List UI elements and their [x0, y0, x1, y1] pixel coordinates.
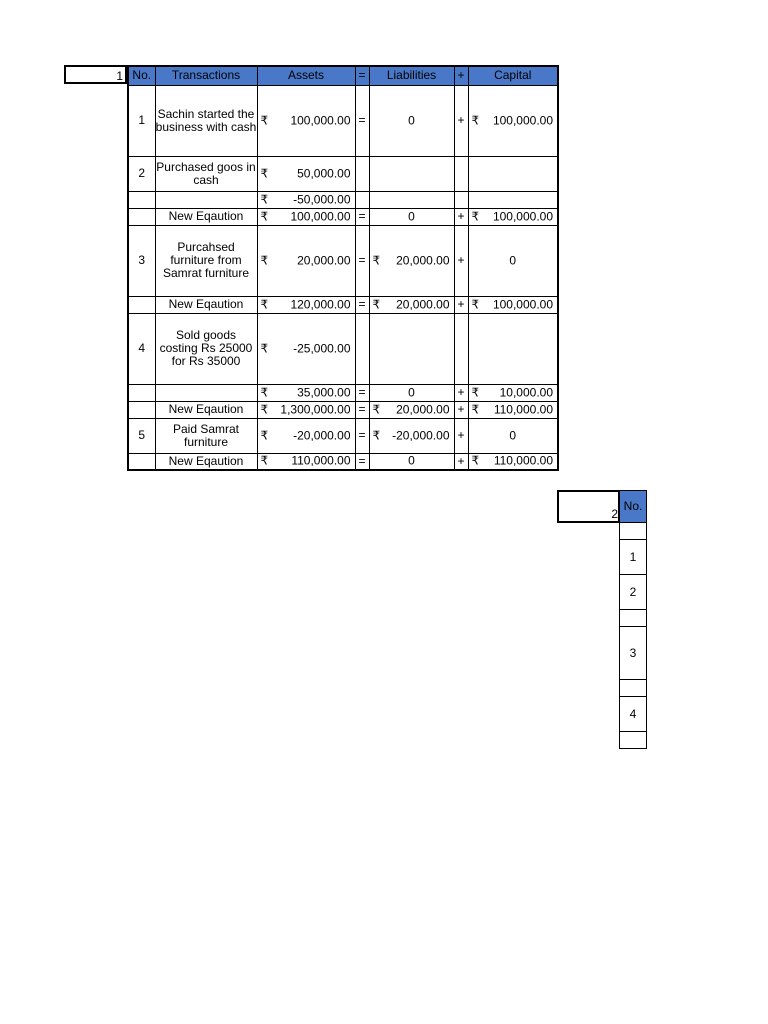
- assets-value: 110,000.00: [291, 453, 351, 468]
- cell-capital[interactable]: [468, 384, 558, 401]
- header-liabilities[interactable]: Liabilities: [369, 66, 454, 85]
- cell-plus[interactable]: [454, 313, 468, 384]
- table-row: [128, 401, 558, 418]
- cell-capital[interactable]: [468, 208, 558, 225]
- table-row: [128, 208, 558, 225]
- cell-liabilities[interactable]: [369, 313, 454, 384]
- cell-equals[interactable]: =: [355, 296, 369, 313]
- rupee-symbol: ₹: [471, 385, 480, 399]
- header-assets[interactable]: Assets: [257, 66, 355, 85]
- t2-row: [620, 575, 647, 610]
- cell-capital[interactable]: [468, 418, 558, 453]
- table-row: [128, 191, 558, 208]
- cell-equals[interactable]: [355, 191, 369, 208]
- table-row: [128, 156, 558, 191]
- table-row: [128, 453, 558, 470]
- cell-liabilities[interactable]: [369, 296, 454, 313]
- cell-liabilities[interactable]: [369, 208, 454, 225]
- cell-assets[interactable]: [257, 191, 355, 208]
- rupee-symbol: ₹: [372, 428, 381, 442]
- t2-row: [620, 523, 647, 540]
- rupee-symbol: ₹: [471, 209, 480, 223]
- cell-assets[interactable]: [257, 85, 355, 156]
- cell-no[interactable]: [128, 191, 155, 208]
- header-no[interactable]: No.: [128, 66, 155, 85]
- selected-cell-value: 1: [116, 69, 123, 83]
- cell-liabilities[interactable]: [369, 418, 454, 453]
- rupee-symbol: ₹: [260, 113, 269, 127]
- cell-capital[interactable]: [468, 401, 558, 418]
- cell-liabilities[interactable]: [369, 401, 454, 418]
- cell-assets[interactable]: [257, 453, 355, 470]
- capital-value: 110,000.00: [493, 402, 553, 416]
- cell-plus[interactable]: +: [454, 296, 468, 313]
- table-row: [128, 85, 558, 156]
- cell-transaction[interactable]: [155, 384, 257, 401]
- cell-liabilities[interactable]: [369, 156, 454, 191]
- assets-value: -50,000.00: [293, 192, 351, 206]
- cell-no[interactable]: [128, 384, 155, 401]
- liabilities-value: 20,000.00: [396, 402, 450, 416]
- assets-value: 100,000.00: [290, 113, 351, 127]
- cell-equals[interactable]: =: [355, 208, 369, 225]
- capital-value: 100,000.00: [492, 113, 553, 127]
- rupee-symbol: ₹: [260, 192, 269, 206]
- header-equals[interactable]: =: [355, 66, 369, 85]
- cell-capital[interactable]: [468, 156, 558, 191]
- cell-liabilities[interactable]: [369, 191, 454, 208]
- rupee-symbol: ₹: [260, 453, 269, 468]
- t2-cell-no[interactable]: 2: [620, 575, 647, 610]
- capital-value: 0: [509, 428, 517, 442]
- cell-equals[interactable]: =: [355, 85, 369, 156]
- cell-liabilities[interactable]: [369, 384, 454, 401]
- t2-row: [620, 627, 647, 680]
- assets-value: 1,300,000.00: [280, 402, 351, 416]
- cell-equals[interactable]: [355, 313, 369, 384]
- cell-no[interactable]: [128, 208, 155, 225]
- t2-row: [620, 697, 647, 732]
- cell-no[interactable]: [128, 401, 155, 418]
- rupee-symbol: ₹: [260, 166, 269, 180]
- cell-plus[interactable]: +: [454, 453, 468, 470]
- liabilities-value: -20,000.00: [392, 428, 450, 442]
- cell-plus[interactable]: +: [454, 225, 468, 296]
- header-transactions[interactable]: Transactions: [155, 66, 257, 85]
- capital-value: 100,000.00: [492, 209, 553, 223]
- cell-assets[interactable]: [257, 296, 355, 313]
- rupee-symbol: ₹: [260, 428, 269, 442]
- cell-plus[interactable]: +: [454, 384, 468, 401]
- cell-transaction[interactable]: New Eqaution: [155, 208, 257, 225]
- cell-plus[interactable]: +: [454, 418, 468, 453]
- cell-assets[interactable]: [257, 384, 355, 401]
- selected-cell-a1[interactable]: [64, 65, 127, 84]
- cell-plus[interactable]: [454, 156, 468, 191]
- rupee-symbol: ₹: [471, 297, 480, 311]
- cell-assets[interactable]: [257, 401, 355, 418]
- secondary-number-column: [619, 490, 647, 749]
- cell-liabilities[interactable]: [369, 225, 454, 296]
- t2-row: [620, 610, 647, 627]
- cell-liabilities[interactable]: [369, 85, 454, 156]
- liabilities-value: 20,000.00: [396, 253, 450, 267]
- cell-assets[interactable]: [257, 225, 355, 296]
- cell-no[interactable]: [128, 296, 155, 313]
- selected-cell-second[interactable]: [557, 490, 620, 523]
- rupee-symbol: ₹: [372, 297, 381, 311]
- rupee-symbol: ₹: [372, 402, 381, 416]
- capital-value: 100,000.00: [492, 297, 553, 311]
- assets-value: 100,000.00: [290, 209, 351, 223]
- cell-transaction[interactable]: Purchased goos in cash: [155, 156, 257, 191]
- rupee-symbol: ₹: [260, 385, 269, 399]
- cell-equals[interactable]: =: [355, 384, 369, 401]
- liabilities-value: 0: [408, 113, 415, 127]
- table-row: [128, 296, 558, 313]
- cell-capital[interactable]: [468, 313, 558, 384]
- rupee-symbol: ₹: [260, 209, 269, 223]
- capital-value: 110,000.00: [493, 453, 553, 468]
- cell-no[interactable]: 1: [128, 85, 155, 156]
- selected-cell-value-2: 2: [611, 507, 618, 521]
- cell-transaction[interactable]: Sachin started the business with cash: [155, 85, 257, 156]
- accounting-equation-table: [127, 65, 559, 471]
- liabilities-value: 0: [408, 453, 415, 468]
- cell-no[interactable]: 3: [128, 225, 155, 296]
- cell-assets[interactable]: [257, 208, 355, 225]
- rupee-symbol: ₹: [260, 253, 269, 267]
- t2-cell-no[interactable]: [620, 523, 647, 540]
- cell-equals[interactable]: [355, 156, 369, 191]
- cell-capital[interactable]: [468, 85, 558, 156]
- t2-header-row: [620, 491, 647, 523]
- header-plus[interactable]: +: [454, 66, 468, 85]
- rupee-symbol: ₹: [471, 402, 480, 416]
- cell-transaction[interactable]: Paid Samrat furniture: [155, 418, 257, 453]
- t2-row: [620, 680, 647, 697]
- cell-assets[interactable]: [257, 313, 355, 384]
- t2-cell-no[interactable]: [620, 610, 647, 627]
- cell-equals[interactable]: =: [355, 418, 369, 453]
- cell-capital[interactable]: [468, 453, 558, 470]
- liabilities-value: 0: [408, 209, 415, 223]
- liabilities-value: 20,000.00: [396, 297, 450, 311]
- cell-liabilities[interactable]: [369, 453, 454, 470]
- cell-no[interactable]: 4: [128, 313, 155, 384]
- cell-equals[interactable]: =: [355, 453, 369, 470]
- t2-cell-no[interactable]: 4: [620, 697, 647, 732]
- table-row: [128, 418, 558, 453]
- rupee-symbol: ₹: [471, 113, 480, 127]
- cell-capital[interactable]: [468, 225, 558, 296]
- cell-equals[interactable]: =: [355, 401, 369, 418]
- assets-value: 35,000.00: [297, 385, 351, 399]
- t2-cell-no[interactable]: 3: [620, 627, 647, 680]
- cell-assets[interactable]: [257, 156, 355, 191]
- cell-transaction[interactable]: Purcahsed furniture from Samrat furniture: [155, 225, 257, 296]
- cell-plus[interactable]: +: [454, 401, 468, 418]
- capital-value: 0: [509, 253, 517, 267]
- cell-equals[interactable]: =: [355, 225, 369, 296]
- cell-transaction[interactable]: New Eqaution: [155, 453, 257, 470]
- rupee-symbol: ₹: [471, 453, 480, 468]
- cell-no[interactable]: 2: [128, 156, 155, 191]
- capital-value: 10,000.00: [499, 385, 553, 399]
- rupee-symbol: ₹: [260, 341, 269, 355]
- rupee-symbol: ₹: [372, 253, 381, 267]
- rupee-symbol: ₹: [260, 297, 269, 311]
- t2-cell-no[interactable]: [620, 680, 647, 697]
- table-row: [128, 384, 558, 401]
- rupee-symbol: ₹: [260, 402, 269, 416]
- t2-row: [620, 540, 647, 575]
- assets-value: -25,000.00: [293, 341, 351, 355]
- assets-value: 120,000.00: [290, 297, 351, 311]
- cell-transaction[interactable]: [155, 191, 257, 208]
- cell-no[interactable]: [128, 453, 155, 470]
- cell-transaction[interactable]: New Eqaution: [155, 401, 257, 418]
- liabilities-value: 0: [408, 385, 415, 399]
- cell-assets[interactable]: [257, 418, 355, 453]
- header-row: [128, 66, 558, 85]
- header-capital[interactable]: Capital: [468, 66, 558, 85]
- cell-plus[interactable]: +: [454, 208, 468, 225]
- cell-transaction[interactable]: New Eqaution: [155, 296, 257, 313]
- cell-plus[interactable]: [454, 191, 468, 208]
- t2-header-no[interactable]: No.: [620, 491, 647, 523]
- t2-cell-no[interactable]: 1: [620, 540, 647, 575]
- assets-value: 20,000.00: [297, 253, 351, 267]
- t2-row: [620, 732, 647, 749]
- cell-transaction[interactable]: Sold goods costing Rs 25000 for Rs 35000: [155, 313, 257, 384]
- cell-capital[interactable]: [468, 191, 558, 208]
- cell-capital[interactable]: [468, 296, 558, 313]
- assets-value: 50,000.00: [297, 166, 351, 180]
- table-row: [128, 313, 558, 384]
- assets-value: -20,000.00: [293, 428, 351, 442]
- table-row: [128, 225, 558, 296]
- cell-plus[interactable]: +: [454, 85, 468, 156]
- cell-no[interactable]: 5: [128, 418, 155, 453]
- t2-cell-no[interactable]: [620, 732, 647, 749]
